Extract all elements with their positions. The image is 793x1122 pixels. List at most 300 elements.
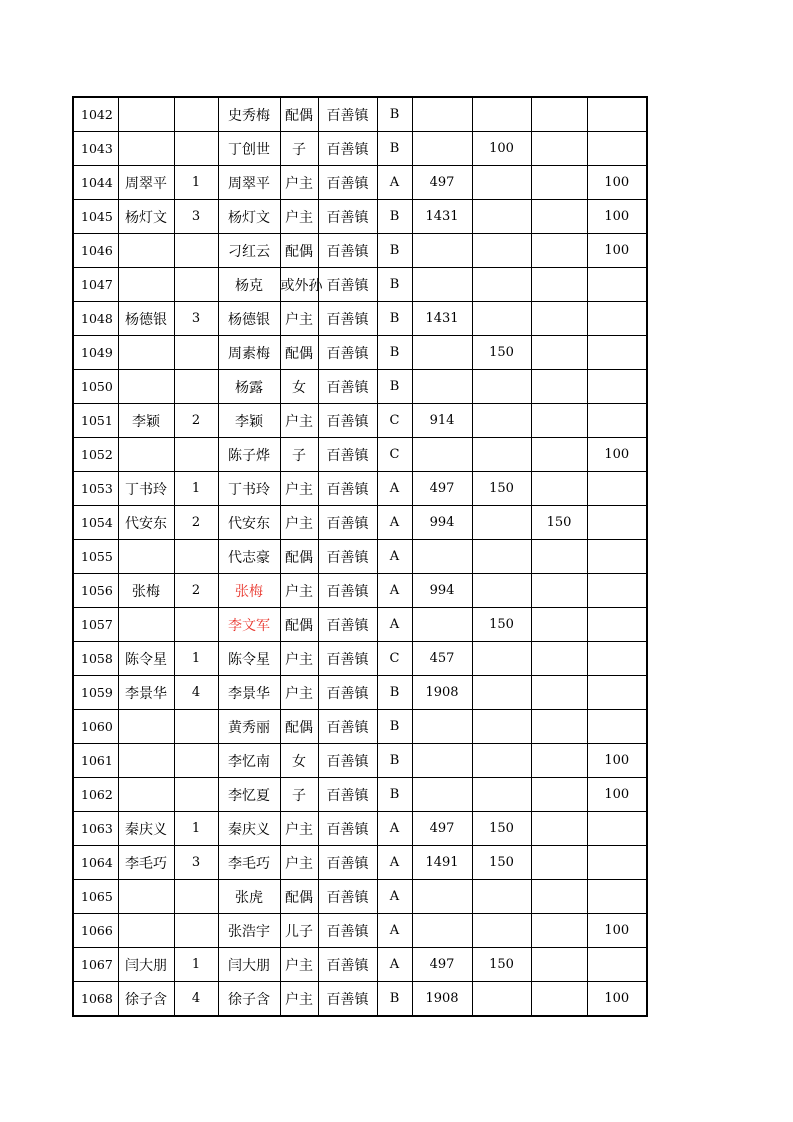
cell-town: 百善镇 <box>318 97 377 132</box>
cell-town: 百善镇 <box>318 710 377 744</box>
cell-amount: 994 <box>412 574 472 608</box>
cell-household-head <box>118 778 174 812</box>
cell-member-name: 李颖 <box>218 404 280 438</box>
cell-household-head: 代安东 <box>118 506 174 540</box>
cell-household-head: 杨灯文 <box>118 200 174 234</box>
cell-member-name: 秦庆义 <box>218 812 280 846</box>
cell-town: 百善镇 <box>318 540 377 574</box>
cell-member-name: 闫大朋 <box>218 948 280 982</box>
cell-col9: 100 <box>587 234 647 268</box>
cell-member-count <box>174 370 218 404</box>
cell-household-head <box>118 914 174 948</box>
table-row <box>73 540 647 574</box>
table-row <box>73 710 647 744</box>
cell-member-count <box>174 540 218 574</box>
cell-town: 百善镇 <box>318 676 377 710</box>
cell-member-count: 1 <box>174 472 218 506</box>
cell-col9 <box>587 302 647 336</box>
cell-amount: 457 <box>412 642 472 676</box>
cell-amount <box>412 438 472 472</box>
cell-col9 <box>587 948 647 982</box>
cell-household-head <box>118 438 174 472</box>
cell-member-count: 3 <box>174 302 218 336</box>
cell-id: 1044 <box>73 166 118 200</box>
cell-relation: 户主 <box>280 404 318 438</box>
cell-amount: 994 <box>412 506 472 540</box>
cell-col9: 100 <box>587 744 647 778</box>
cell-amount: 1431 <box>412 200 472 234</box>
cell-col7 <box>472 302 531 336</box>
cell-grade: B <box>377 370 412 404</box>
cell-grade: A <box>377 608 412 642</box>
cell-id: 1055 <box>73 540 118 574</box>
cell-town: 百善镇 <box>318 472 377 506</box>
cell-household-head: 陈令星 <box>118 642 174 676</box>
cell-col8 <box>531 200 587 234</box>
cell-town: 百善镇 <box>318 302 377 336</box>
cell-amount <box>412 608 472 642</box>
cell-member-count: 2 <box>174 574 218 608</box>
cell-town: 百善镇 <box>318 778 377 812</box>
cell-col9 <box>587 336 647 370</box>
cell-relation: 配偶 <box>280 97 318 132</box>
cell-town: 百善镇 <box>318 846 377 880</box>
cell-col7: 150 <box>472 846 531 880</box>
cell-household-head: 李颖 <box>118 404 174 438</box>
cell-col7 <box>472 234 531 268</box>
cell-grade: B <box>377 336 412 370</box>
cell-town: 百善镇 <box>318 982 377 1017</box>
cell-col8 <box>531 438 587 472</box>
cell-town: 百善镇 <box>318 608 377 642</box>
cell-id: 1066 <box>73 914 118 948</box>
cell-grade: B <box>377 302 412 336</box>
cell-grade: B <box>377 268 412 302</box>
cell-member-name: 李毛巧 <box>218 846 280 880</box>
cell-col7 <box>472 97 531 132</box>
cell-id: 1058 <box>73 642 118 676</box>
cell-member-count: 4 <box>174 676 218 710</box>
cell-id: 1068 <box>73 982 118 1017</box>
cell-col9 <box>587 268 647 302</box>
cell-col8 <box>531 472 587 506</box>
cell-member-name: 杨克 <box>218 268 280 302</box>
cell-id: 1060 <box>73 710 118 744</box>
table-row <box>73 846 647 880</box>
cell-col9 <box>587 846 647 880</box>
cell-id: 1053 <box>73 472 118 506</box>
cell-household-head <box>118 268 174 302</box>
cell-relation: 户主 <box>280 302 318 336</box>
cell-member-name: 李文军 <box>218 608 280 642</box>
cell-member-name: 张梅 <box>218 574 280 608</box>
cell-household-head: 杨德银 <box>118 302 174 336</box>
cell-member-name: 李忆夏 <box>218 778 280 812</box>
cell-member-name: 杨灯文 <box>218 200 280 234</box>
cell-relation: 配偶 <box>280 608 318 642</box>
table-row <box>73 982 647 1017</box>
table-row <box>73 948 647 982</box>
cell-col9 <box>587 540 647 574</box>
cell-col7 <box>472 880 531 914</box>
cell-id: 1046 <box>73 234 118 268</box>
cell-grade: C <box>377 438 412 472</box>
table-row <box>73 200 647 234</box>
cell-household-head: 周翠平 <box>118 166 174 200</box>
cell-amount: 1908 <box>412 982 472 1017</box>
cell-col8: 150 <box>531 506 587 540</box>
cell-member-name: 杨露 <box>218 370 280 404</box>
cell-member-count: 1 <box>174 812 218 846</box>
cell-member-name: 丁书玲 <box>218 472 280 506</box>
cell-town: 百善镇 <box>318 132 377 166</box>
cell-town: 百善镇 <box>318 914 377 948</box>
cell-town: 百善镇 <box>318 506 377 540</box>
cell-col9 <box>587 404 647 438</box>
cell-member-count <box>174 438 218 472</box>
cell-col9: 100 <box>587 166 647 200</box>
table-row <box>73 97 647 132</box>
cell-member-count: 2 <box>174 506 218 540</box>
cell-id: 1051 <box>73 404 118 438</box>
cell-id: 1064 <box>73 846 118 880</box>
cell-household-head <box>118 336 174 370</box>
cell-amount <box>412 97 472 132</box>
cell-member-name: 李忆南 <box>218 744 280 778</box>
cell-relation: 配偶 <box>280 710 318 744</box>
cell-relation: 户主 <box>280 846 318 880</box>
cell-col9 <box>587 97 647 132</box>
cell-household-head: 闫大朋 <box>118 948 174 982</box>
cell-id: 1054 <box>73 506 118 540</box>
cell-id: 1047 <box>73 268 118 302</box>
cell-id: 1062 <box>73 778 118 812</box>
cell-col8 <box>531 676 587 710</box>
cell-amount: 1491 <box>412 846 472 880</box>
cell-id: 1061 <box>73 744 118 778</box>
cell-col7 <box>472 506 531 540</box>
cell-member-count <box>174 97 218 132</box>
cell-col8 <box>531 302 587 336</box>
cell-town: 百善镇 <box>318 642 377 676</box>
cell-col8 <box>531 710 587 744</box>
cell-col8 <box>531 608 587 642</box>
cell-member-count <box>174 234 218 268</box>
cell-grade: C <box>377 642 412 676</box>
cell-col7 <box>472 778 531 812</box>
cell-relation: 或外孙 <box>280 268 318 302</box>
cell-col7 <box>472 438 531 472</box>
cell-id: 1056 <box>73 574 118 608</box>
cell-col9 <box>587 676 647 710</box>
cell-relation: 女 <box>280 370 318 404</box>
table-row <box>73 336 647 370</box>
cell-household-head <box>118 744 174 778</box>
data-table <box>72 96 648 1017</box>
cell-col7 <box>472 710 531 744</box>
cell-col8 <box>531 982 587 1017</box>
cell-id: 1050 <box>73 370 118 404</box>
cell-household-head <box>118 370 174 404</box>
cell-amount <box>412 914 472 948</box>
cell-relation: 户主 <box>280 676 318 710</box>
table-row <box>73 914 647 948</box>
cell-col8 <box>531 268 587 302</box>
cell-member-count: 3 <box>174 846 218 880</box>
table-row <box>73 676 647 710</box>
cell-relation: 女 <box>280 744 318 778</box>
cell-member-name: 李景华 <box>218 676 280 710</box>
cell-id: 1065 <box>73 880 118 914</box>
table-row <box>73 608 647 642</box>
cell-relation: 子 <box>280 132 318 166</box>
cell-col8 <box>531 914 587 948</box>
cell-amount <box>412 778 472 812</box>
table-row <box>73 812 647 846</box>
cell-member-count <box>174 744 218 778</box>
cell-town: 百善镇 <box>318 880 377 914</box>
cell-col7 <box>472 200 531 234</box>
cell-member-count <box>174 336 218 370</box>
cell-grade: A <box>377 166 412 200</box>
cell-member-name: 张浩宇 <box>218 914 280 948</box>
cell-member-name: 刁红云 <box>218 234 280 268</box>
table-row <box>73 166 647 200</box>
table-row <box>73 778 647 812</box>
cell-household-head: 徐子含 <box>118 982 174 1017</box>
cell-grade: A <box>377 812 412 846</box>
cell-grade: B <box>377 200 412 234</box>
cell-col7 <box>472 982 531 1017</box>
cell-col7 <box>472 676 531 710</box>
cell-member-name: 黄秀丽 <box>218 710 280 744</box>
cell-id: 1063 <box>73 812 118 846</box>
cell-member-name: 代志豪 <box>218 540 280 574</box>
cell-relation: 户主 <box>280 982 318 1017</box>
cell-member-count: 1 <box>174 948 218 982</box>
cell-col8 <box>531 880 587 914</box>
cell-town: 百善镇 <box>318 370 377 404</box>
cell-relation: 户主 <box>280 948 318 982</box>
cell-amount <box>412 234 472 268</box>
cell-grade: B <box>377 778 412 812</box>
cell-col8 <box>531 574 587 608</box>
cell-relation: 户主 <box>280 200 318 234</box>
cell-member-count: 2 <box>174 404 218 438</box>
cell-town: 百善镇 <box>318 574 377 608</box>
cell-amount: 1908 <box>412 676 472 710</box>
table-row <box>73 234 647 268</box>
cell-member-count <box>174 880 218 914</box>
cell-col9 <box>587 642 647 676</box>
cell-col9: 100 <box>587 778 647 812</box>
cell-id: 1042 <box>73 97 118 132</box>
cell-col8 <box>531 812 587 846</box>
table-row <box>73 404 647 438</box>
cell-col9: 100 <box>587 200 647 234</box>
cell-household-head <box>118 608 174 642</box>
cell-town: 百善镇 <box>318 438 377 472</box>
cell-household-head: 李毛巧 <box>118 846 174 880</box>
cell-id: 1043 <box>73 132 118 166</box>
cell-member-count <box>174 608 218 642</box>
cell-col8 <box>531 166 587 200</box>
cell-member-count: 4 <box>174 982 218 1017</box>
cell-amount: 1431 <box>412 302 472 336</box>
cell-col7: 150 <box>472 948 531 982</box>
table-row <box>73 472 647 506</box>
cell-amount: 497 <box>412 948 472 982</box>
cell-member-count <box>174 710 218 744</box>
cell-member-name: 丁创世 <box>218 132 280 166</box>
cell-household-head <box>118 132 174 166</box>
cell-household-head: 李景华 <box>118 676 174 710</box>
cell-col7 <box>472 744 531 778</box>
cell-col8 <box>531 948 587 982</box>
cell-amount <box>412 744 472 778</box>
cell-member-count <box>174 914 218 948</box>
cell-member-count <box>174 778 218 812</box>
table-row <box>73 132 647 166</box>
cell-town: 百善镇 <box>318 948 377 982</box>
cell-col8 <box>531 132 587 166</box>
cell-col8 <box>531 234 587 268</box>
cell-col7 <box>472 268 531 302</box>
table-row <box>73 574 647 608</box>
cell-member-name: 史秀梅 <box>218 97 280 132</box>
cell-amount: 497 <box>412 472 472 506</box>
cell-grade: A <box>377 506 412 540</box>
cell-col7 <box>472 914 531 948</box>
cell-relation: 户主 <box>280 574 318 608</box>
cell-relation: 户主 <box>280 642 318 676</box>
cell-col7: 100 <box>472 132 531 166</box>
cell-amount: 497 <box>412 812 472 846</box>
cell-relation: 儿子 <box>280 914 318 948</box>
cell-col9: 100 <box>587 438 647 472</box>
cell-col9 <box>587 370 647 404</box>
cell-col9 <box>587 880 647 914</box>
cell-col8 <box>531 404 587 438</box>
cell-relation: 子 <box>280 438 318 472</box>
cell-member-name: 周翠平 <box>218 166 280 200</box>
cell-col9 <box>587 608 647 642</box>
cell-member-name: 周素梅 <box>218 336 280 370</box>
cell-col8 <box>531 540 587 574</box>
cell-col8 <box>531 778 587 812</box>
cell-member-count <box>174 132 218 166</box>
cell-id: 1048 <box>73 302 118 336</box>
cell-grade: B <box>377 676 412 710</box>
table-row <box>73 438 647 472</box>
cell-id: 1049 <box>73 336 118 370</box>
cell-col8 <box>531 642 587 676</box>
cell-amount <box>412 268 472 302</box>
cell-grade: A <box>377 574 412 608</box>
cell-member-name: 杨德银 <box>218 302 280 336</box>
cell-grade: B <box>377 97 412 132</box>
cell-id: 1045 <box>73 200 118 234</box>
cell-town: 百善镇 <box>318 268 377 302</box>
cell-member-name: 陈子烨 <box>218 438 280 472</box>
table-row <box>73 642 647 676</box>
cell-col7 <box>472 642 531 676</box>
cell-grade: B <box>377 744 412 778</box>
cell-col7: 150 <box>472 812 531 846</box>
cell-town: 百善镇 <box>318 744 377 778</box>
table-row <box>73 268 647 302</box>
cell-col9 <box>587 812 647 846</box>
cell-col8 <box>531 370 587 404</box>
cell-relation: 配偶 <box>280 336 318 370</box>
cell-grade: C <box>377 404 412 438</box>
cell-member-name: 陈令星 <box>218 642 280 676</box>
cell-amount <box>412 370 472 404</box>
cell-id: 1057 <box>73 608 118 642</box>
cell-col9 <box>587 472 647 506</box>
cell-relation: 配偶 <box>280 234 318 268</box>
cell-member-name: 徐子含 <box>218 982 280 1017</box>
table-row <box>73 370 647 404</box>
cell-town: 百善镇 <box>318 404 377 438</box>
cell-amount <box>412 132 472 166</box>
table-row <box>73 506 647 540</box>
cell-col8 <box>531 97 587 132</box>
cell-col9 <box>587 710 647 744</box>
cell-household-head: 丁书玲 <box>118 472 174 506</box>
cell-grade: A <box>377 472 412 506</box>
cell-household-head <box>118 540 174 574</box>
cell-member-count: 1 <box>174 166 218 200</box>
cell-town: 百善镇 <box>318 812 377 846</box>
cell-id: 1067 <box>73 948 118 982</box>
cell-col7 <box>472 404 531 438</box>
cell-household-head <box>118 710 174 744</box>
cell-town: 百善镇 <box>318 200 377 234</box>
cell-household-head <box>118 97 174 132</box>
cell-col8 <box>531 846 587 880</box>
cell-household-head <box>118 880 174 914</box>
cell-grade: A <box>377 880 412 914</box>
cell-grade: A <box>377 540 412 574</box>
cell-grade: B <box>377 710 412 744</box>
table-row <box>73 302 647 336</box>
cell-amount <box>412 880 472 914</box>
cell-col9 <box>587 132 647 166</box>
cell-relation: 配偶 <box>280 880 318 914</box>
table-row <box>73 744 647 778</box>
cell-col7 <box>472 540 531 574</box>
cell-col9: 100 <box>587 982 647 1017</box>
cell-grade: B <box>377 982 412 1017</box>
cell-col7 <box>472 574 531 608</box>
table-body <box>73 97 647 1016</box>
cell-col7: 150 <box>472 336 531 370</box>
cell-household-head: 张梅 <box>118 574 174 608</box>
cell-grade: B <box>377 234 412 268</box>
cell-col8 <box>531 744 587 778</box>
cell-relation: 户主 <box>280 812 318 846</box>
cell-amount <box>412 336 472 370</box>
cell-amount: 914 <box>412 404 472 438</box>
cell-col9 <box>587 506 647 540</box>
cell-grade: A <box>377 914 412 948</box>
cell-relation: 子 <box>280 778 318 812</box>
cell-member-name: 张虎 <box>218 880 280 914</box>
cell-id: 1059 <box>73 676 118 710</box>
cell-town: 百善镇 <box>318 166 377 200</box>
cell-col7 <box>472 166 531 200</box>
